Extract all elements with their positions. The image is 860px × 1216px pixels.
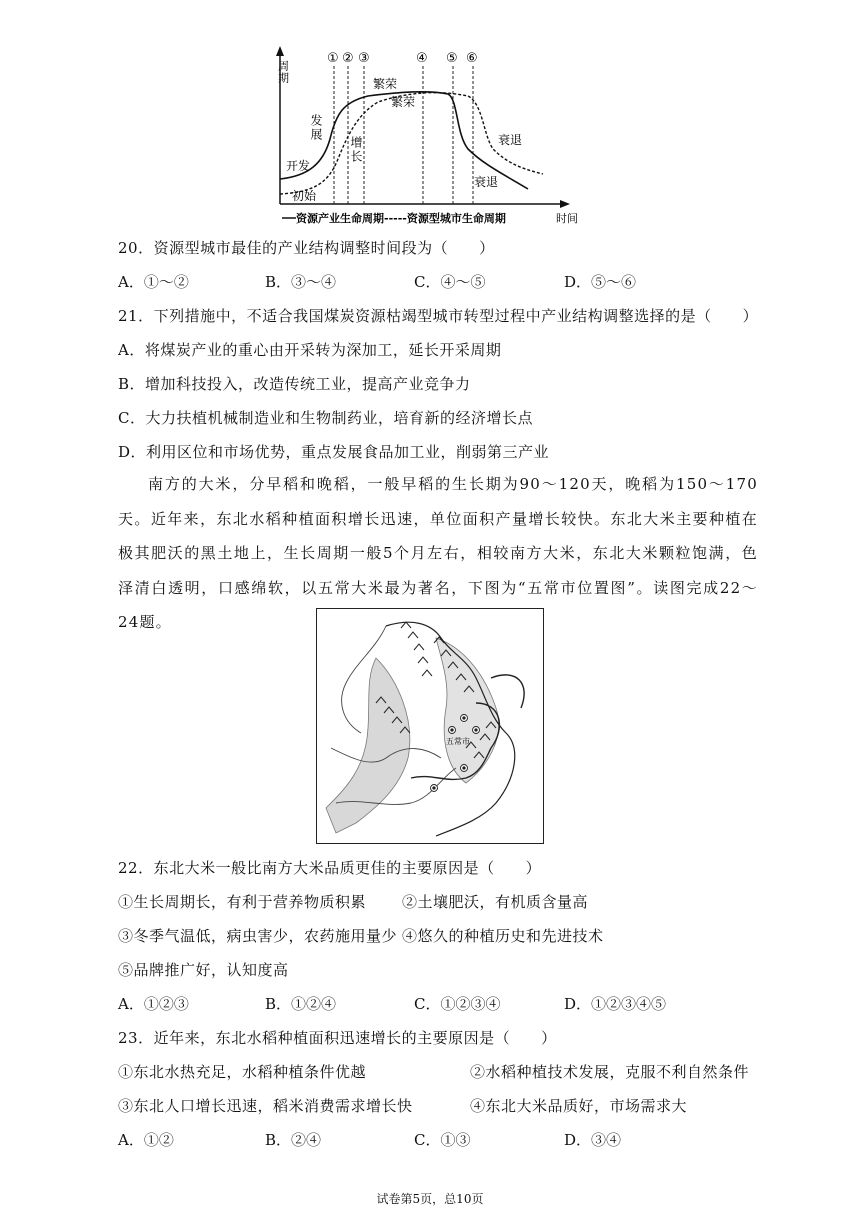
marker-1: ① [327,51,339,66]
q23-option-a[interactable]: A．①② [118,1131,174,1149]
q23-item-2: ②水稻种植技术发展，克服不利自然条件 [470,1063,750,1081]
marker-6: ⑥ [466,51,478,66]
lifecycle-figure [268,44,588,224]
q22-option-c[interactable]: C．①②③④ [414,995,501,1013]
q22-item-3: ③冬季气温低，病虫害少，农药施用量少 [118,927,398,945]
q22-option-a[interactable]: A．①②③ [118,995,189,1013]
map-city-label: 五常市 [446,737,470,746]
q21-option-c[interactable]: C．大力扶植机械制造业和生物制药业，培育新的经济增长点 [118,409,533,427]
q20-option-b[interactable]: B．③～④ [265,273,337,291]
wuchang-map [316,608,544,844]
label-fazhan: 发展 [309,114,323,142]
q22-option-d[interactable]: D．①②③④⑤ [564,995,667,1013]
q21-option-d[interactable]: D．利用区位和市场优势，重点发展食品加工业，削弱第三产业 [118,443,550,461]
q23-item-4: ④东北大米品质好，市场需求大 [470,1097,688,1115]
marker-5: ⑤ [446,51,458,66]
label-fanrong-b: 繁荣 [391,95,416,109]
q22-item-5: ⑤品牌推广好，认知度高 [118,961,289,979]
q22-item-4: ④悠久的种植历史和先进技术 [402,927,604,945]
q20-stem: 20．资源型城市最佳的产业结构调整时间段为（ ） [118,239,495,257]
page-footer: 试卷第5页，总10页 [376,1192,484,1206]
label-fanrong-a: 繁荣 [373,77,398,91]
q22-item-1: ①生长周期长，有利于营养物质积累 [118,893,367,911]
marker-3: ③ [358,51,370,66]
marker-4: ④ [416,51,428,66]
q20-option-c[interactable]: C．④～⑤ [414,273,486,291]
q22-item-2: ②土壤肥沃，有机质含量高 [402,893,589,911]
q22-option-b[interactable]: B．①②④ [265,995,337,1013]
legend: 资源产业生命周期-----资源型城市生命周期 [296,212,506,224]
label-shuaitui-b: 衰退 [474,175,499,189]
label-kaifa: 开发 [286,159,311,173]
y-axis-label: 周期 [276,60,290,84]
label-chushi: 初始 [292,189,317,203]
q21-stem: 21．下列措施中，不适合我国煤炭资源枯竭型城市转型过程中产业结构调整选择的是（ ） [118,307,759,325]
label-shuaitui-a: 衰退 [498,133,523,147]
q23-option-c[interactable]: C．①③ [414,1131,471,1149]
label-zengzhang: 增长 [349,136,363,164]
q22-stem: 22．东北大米一般比南方大米品质更佳的主要原因是（ ） [118,859,542,877]
x-axis-label: 时间 [556,212,578,224]
q23-stem: 23．近年来，东北水稻种植面积迅速增长的主要原因是（ ） [118,1029,557,1047]
q20-option-a[interactable]: A．①～② [118,273,189,291]
reading-passage: 南方的大米，分早稻和晚稻，一般早稻的生长期为90～120天，晚稻为150～170天。近年来，东北水稻种植面积增长迅速，单位面积产量增长较快。东北大米主要种植在极其肥沃的黑土地上，生长周期一般5个月左右，相较南方大米，东北大米颗粒饱满，色泽清白透明，口感绵软，以五常大米最为著名，下图为“五常市位置图”。读图完成22～24题。 [118,475,758,631]
marker-2: ② [342,51,354,66]
q20-option-d[interactable]: D．⑤～⑥ [564,273,637,291]
q23-option-b[interactable]: B．②④ [265,1131,322,1149]
q23-item-1: ①东北水热充足，水稻种植条件优越 [118,1063,367,1081]
q21-option-b[interactable]: B．增加科技投入，改造传统工业，提高产业竞争力 [118,375,471,393]
q23-item-3: ③东北人口增长迅速，稻米消费需求增长快 [118,1097,413,1115]
q21-option-a[interactable]: A．将煤炭产业的重心由开采转为深加工，延长开采周期 [118,341,502,359]
q23-option-d[interactable]: D．③④ [564,1131,622,1149]
